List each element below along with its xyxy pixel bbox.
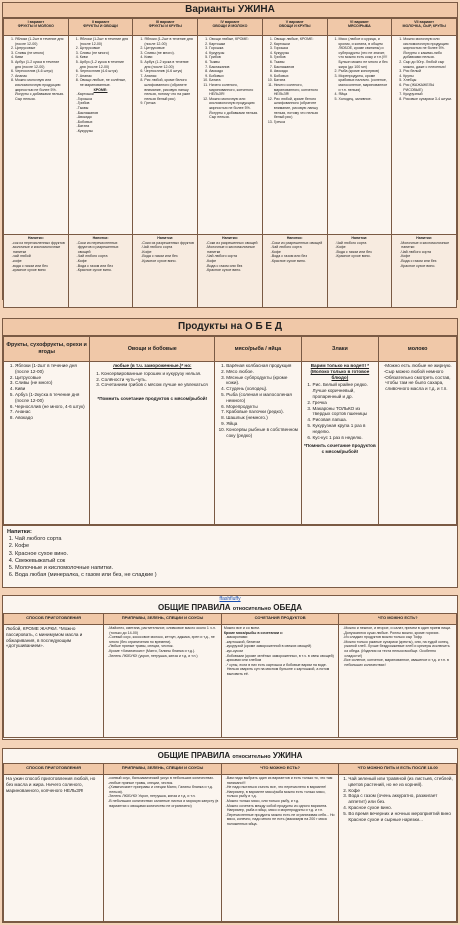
variant-drink-item: - Вода с газом или без — [142, 254, 195, 259]
veg-item: 3. Сочетанием грибов с мясом лучше не увлекаться — [101, 382, 212, 388]
variant-drink-item: - Вода с газом или без — [337, 250, 390, 255]
variant-drink-item: - Молочные и кисломолочные напитки — [401, 241, 454, 250]
lunch-header-meat: мясо/рыба / яйца — [215, 337, 301, 362]
lunch-rules-title — [3, 603, 457, 613]
source-link[interactable]: ffashfluffy — [219, 596, 241, 602]
grain-item: 1. Рис. Белый крайне редко. Лучше коричневый, пропаренный и др. — [313, 382, 377, 399]
lr-spice-item: - Любые пряные травы, специи, чеснок. — [109, 644, 219, 649]
lr-cooking-cell — [4, 625, 104, 738]
variant-drink-item: - кофе — [13, 259, 66, 264]
variant-drink-item: - Красное сухое вино. — [272, 259, 325, 264]
variant-items-list — [200, 37, 260, 120]
variant-item: 7. Ананас — [80, 74, 131, 79]
variant-item: 8. Овощи любые, не солёные, не маринованные. — [80, 78, 131, 87]
variant-item: 10. Батата — [274, 78, 325, 83]
veg-note: *Помнить сочетание продуктов с мясом/рыбой! — [97, 396, 208, 402]
variant-drinks-cell — [327, 235, 392, 308]
meat-item: 9. Яйца — [226, 421, 298, 427]
variant-item: 4. Киви — [15, 55, 66, 60]
variant-item: 1. Можно молочную или кисломолочную продукцию жирностью не более 5%. Йогурты с какими-либо добавками нельзя. — [403, 37, 454, 60]
lunch-products-section — [2, 318, 458, 588]
variant-drink-item: - Красное сухое вино. — [401, 264, 454, 269]
variant-drink-item: - сок из перечисленных фруктов — [13, 241, 66, 246]
variant-item: 6. Тыквы — [274, 60, 325, 65]
variant-items-cell — [68, 36, 133, 235]
variant-item: 6. Тыквы — [209, 60, 260, 65]
variant-drink-item: - Красное сухое вино. — [142, 259, 195, 264]
variant-drink-item: - чай любой — [13, 254, 66, 259]
lunch-rules-section — [2, 595, 458, 740]
lr-combos-bold: Кроме мяса/рыбы в сочетании с: — [223, 630, 284, 635]
lr-header-2: ПРИПРАВЫ, ЗЕЛЕНЬ, СПЕЦИИ И СОУСЫ — [104, 614, 222, 625]
variant-items-cell — [133, 36, 198, 235]
variant-item: 4. Крупы — [403, 74, 454, 79]
lr-header-3: СОЧЕТАНИЯ ПРОДУКТОВ — [221, 614, 339, 625]
variant-items-list — [330, 37, 390, 101]
variant-item: 2. Рыба (кроме консервов) — [339, 69, 390, 74]
meat-item: 2. Мясо любое. — [226, 369, 298, 375]
fruit-item: 1. Яблоки (1-2шт в течение дня (после 12-00) — [15, 363, 87, 375]
variant-item: 1. Яблоки (1-2шт в течение дня (после 12-00) — [15, 37, 66, 46]
variant-item: 6. Черносллив (4-6 штук) — [144, 69, 195, 74]
dr-spice-item: - В небольших количествах салатные листья и морскую капусту (в вариантах с овощами количество не ограничено) — [109, 799, 219, 808]
variant-drink-item: - Вода с газом или без — [272, 254, 325, 259]
variant-drink-item: - Кофе — [142, 250, 195, 255]
dr-after18-item: 4. Красное сухое вино. — [348, 805, 454, 811]
dr-after18-item: 1. Чай зеленый или травяной (из листьев, стеблей, цветов растений, но не из корней). — [348, 776, 454, 788]
lunch-title: Продукты на О Б Е Д — [3, 319, 457, 336]
dr-spice-item: - Зелень ЛЮБУЮ! Укроп, петрушка, кинза и т.д. и т.п. — [109, 794, 219, 799]
dr-caneat-item: - Вам надо выбрать один из вариантов и есть только то, что там написано!!! — [227, 776, 337, 785]
meat-item: 5. Рыба (соленая и малосоленая немного) — [226, 392, 298, 404]
lunch-meat-cell — [215, 362, 301, 525]
variant-item: 11. Ничего соленого, маринованного, копченого НЕЛЬЗЯ! — [274, 83, 325, 97]
fruit-item: 2. Цитрусовые — [15, 375, 87, 381]
variant-extra-item: - Грибов — [78, 101, 131, 106]
lunch-rules-title-main: ОБЩИЕ ПРАВИЛА — [157, 603, 231, 612]
variant-drink-item: - Молочные и кисломолочные напитки — [207, 245, 260, 254]
variant-drink-item: - Красное сухое вино. — [337, 254, 390, 259]
meat-item: 4. Студень (холодец). — [226, 386, 298, 392]
variant-drinks-list — [394, 241, 454, 269]
dr-spice-item: - соевый соус, бальзамический уксус в небольших количествах. — [109, 776, 219, 781]
variant-header: VI вариант МЯСО/РЫБА — [327, 19, 392, 36]
lr-combos-cell — [221, 625, 339, 738]
variant-item: 5. Арбуз (1-2 куска в течение дня (после 12-00) — [144, 60, 195, 69]
variant-header: V вариант ОВОЩИ И КРУПЫ — [262, 19, 327, 36]
variant-drinks-title: Напитки: — [286, 236, 303, 240]
lunch-grains-cell — [301, 362, 379, 525]
variant-drink-item: - Чай любого сорта — [78, 254, 131, 259]
variant-items-list — [135, 37, 195, 106]
variant-header: IV вариант ОВОЩИ И МОЛОКО — [198, 19, 263, 36]
variant-item: 5. Грибов — [274, 55, 325, 60]
variant-items-cell — [392, 36, 457, 235]
lunch-milk-cell — [379, 362, 457, 525]
lunch-rules-title-end: ОБЕДА — [273, 603, 303, 612]
lr-combo-item: - бобовыми (кроме зелёных замороженных, в т.ч. в свеж овощей) — [227, 654, 337, 659]
variant-item: 8. Авокадо — [274, 69, 325, 74]
dinner-rules-table — [3, 763, 457, 922]
lunch-drink-item: 1. Чай любого сорта — [15, 536, 453, 543]
variant-drinks-title: Напитки: — [221, 236, 238, 240]
milk-item: - Можно есть любые не жирную. — [385, 363, 454, 369]
dr-after18-item: 2. Кофе — [348, 788, 454, 794]
lr-combo-item: - макаронами — [227, 635, 337, 640]
variant-item: 5. Холодец, заливное. — [339, 97, 390, 102]
variant-item: 8. Рис любой, кроме белого шлифованного (обратите внимание, рисовую лапшу нельзя, потому что на ужин нельзя белый рис) — [144, 78, 195, 101]
variant-item: 3. Морепродукты, кроме крабовых палочек. (соленое, малосоленое, маринованное и т.п. нельзя) — [339, 74, 390, 92]
variant-drinks-cell — [392, 235, 457, 308]
variant-drink-item: - Кофе — [401, 254, 454, 259]
variant-drink-item: - Кофе — [337, 245, 390, 250]
variant-items-list — [71, 37, 131, 88]
variant-extra-item: - Баклажанов — [78, 111, 131, 116]
variant-extra-item: - Бобовых — [78, 120, 131, 125]
variant-extra-item: - Картошки — [78, 92, 131, 97]
variant-item: 7. Кукурузный — [403, 92, 454, 97]
variant-item: 9. Гречка — [144, 101, 195, 106]
variant-item: 4. Яйца — [339, 92, 390, 97]
variant-item: 3. Рис белый — [403, 69, 454, 74]
variant-item: 2. Сыр до 50гр. Любой сыр можно, даже с плесенью! — [403, 60, 454, 69]
variant-drink-item: - Чай любого сорта — [142, 245, 195, 250]
variant-drinks-cell — [68, 235, 133, 308]
variant-item: 2. Картошки — [209, 42, 260, 47]
variant-item: 2. Цитрусовые — [80, 46, 131, 51]
variant-items-list — [265, 37, 325, 124]
milk-item: - Сыр можно любой немного — [385, 369, 454, 375]
lunch-drinks — [3, 525, 457, 582]
variant-drink-item: - Чай любого сорта — [272, 245, 325, 250]
variant-items-list — [6, 37, 66, 101]
meat-item: 1. Варёная колбасная продукция — [226, 363, 298, 369]
variant-drinks-list — [200, 241, 260, 273]
variant-item: 2. Цитрусовые — [15, 46, 66, 51]
variant-drink-item: - красное сухое вино — [13, 268, 66, 273]
lr-header-1: СПОСОБ ПРИГОТОВЛЕНИЯ — [4, 614, 104, 625]
lr-caneat-cell — [339, 625, 457, 738]
variant-item: 1. Овощи любые, КРОМЕ: — [274, 37, 325, 42]
lunch-drink-item: 6. Вода любая (минералка, с газом или без, не сладкие ) — [15, 572, 453, 579]
lr-combo-item: - крисами или хлебом — [227, 658, 337, 663]
variant-item: 7. Баклажанов — [209, 65, 260, 70]
variant-drinks-title: Напитки: — [157, 236, 174, 240]
variant-item: 1. Овощи любые, КРОМЕ: — [209, 37, 260, 42]
lr-combo-item: - картошкой, бататом — [227, 640, 337, 645]
meat-item: 7. Крабовые палочки (редко). — [226, 409, 298, 415]
variant-items-cell — [4, 36, 69, 235]
dr-caneat-item: - Не надо пытаться съесть все, что перечислено в варианте! — [227, 785, 337, 790]
variant-drink-item: - вода с газом или без — [13, 264, 66, 269]
lr-combo-item: - кукурузой (кроме замороженной в свежих овощей) — [227, 644, 337, 649]
variant-drink-item: - Вода с газом или без — [78, 264, 131, 269]
variant-item: 3. Горошка — [274, 46, 325, 51]
dr-cooking-text: На ужин способ приготовления любой, но без масла и жира. Ничего соленого, маринованного, копченого НЕЛЬЗЯ! — [6, 776, 96, 793]
variant-drinks-cell — [198, 235, 263, 308]
lr-caneat-item: - Из сладких продуктов можно только сыр Тофу. — [344, 635, 454, 640]
variant-drinks-list — [265, 241, 325, 264]
dr-cooking-cell — [4, 775, 104, 922]
variant-drink-item: - Соки из разрешенных фруктов — [142, 241, 195, 246]
variant-drink-item: - Кофе — [272, 250, 325, 255]
variant-item: 4. Киви — [144, 55, 195, 60]
variant-item: 9. Бобовых — [209, 74, 260, 79]
lr-caneat-item: - Все соленое, копченое, маринованное, квашеное и т.д. и т.п. в небольших количествах! — [344, 658, 454, 667]
lr-combo-item: - кус-кусом — [227, 649, 337, 654]
dinner-title: Варианты УЖИНА — [3, 3, 457, 18]
variant-item: 11. Ничего соленого, маринованного, копченого НЕЛЬЗЯ! — [209, 83, 260, 97]
variant-drink-item: - Чай любого сорта — [207, 254, 260, 259]
lunch-veg-cell — [90, 362, 215, 525]
variant-drinks-title: Напитки: — [416, 236, 433, 240]
variant-header: III вариант ФРУКТЫ И КРУПЫ — [133, 19, 198, 36]
variant-item: 2. Цитрусовые — [144, 46, 195, 51]
dinner-rules-title-end: УЖИНА — [272, 751, 303, 760]
variant-item: 7. Баклажанов — [274, 65, 325, 70]
variant-extra-item: - Горошка — [78, 97, 131, 102]
variant-drinks-title: Напитки: — [27, 236, 44, 240]
variant-drink-item: - Чай любого сорта — [401, 250, 454, 255]
variant-item: 6. Черносллив (4-6 штук) — [15, 69, 66, 74]
dr-caneat-item: - Можно сочетать между собой продукты из одного варианта. Например, рыба и яйцо, мясо и морепродукты и т.д. и т.п. — [227, 804, 337, 813]
lunch-drink-item: 2. Кофе — [15, 543, 453, 550]
variant-extra-item: - Авокадо — [78, 115, 131, 120]
variant-item: 10. Батата — [209, 78, 260, 83]
lr-spice-item: - Майонез, сметана, растительное, оливковое масло около 1 ч.л. (только до 14-00) — [109, 626, 219, 635]
variant-item: 5. Арбуз (1-2 куска в течение дня (после 12-00) — [15, 60, 66, 69]
lunch-header-veg: Овощи и бобовые — [90, 337, 215, 362]
variant-drink-item: - Соки из разрешенных овощей — [272, 241, 325, 246]
lunch-fruits-cell — [4, 362, 90, 525]
variant-drink-item: - Красное сухое вино. — [78, 268, 131, 273]
variant-item: 2. Картошки — [274, 42, 325, 47]
variant-item: 1. Яблоки (1-2шт в течение дня (после 12-00) — [144, 37, 195, 46]
variant-item: 7. Ананас — [144, 74, 195, 79]
variant-item: 8. Авокадо — [209, 69, 260, 74]
lunch-rules-title-rel: относительно — [232, 606, 271, 612]
lr-spices-cell — [104, 625, 222, 738]
variant-item: 6. Черносллив (4-6 штук) — [80, 69, 131, 74]
variant-drinks-list — [71, 241, 131, 273]
fruit-item: 7. Ананас — [15, 409, 87, 415]
dinner-variants-section — [2, 2, 458, 300]
fruit-item: 3. Сливы (не много) — [15, 380, 87, 386]
variant-items-cell — [262, 36, 327, 235]
lr-spice-item: - Зелень ЛЮБУЮ! (укроп, петрушка, кинза и т.д. и т.п.) — [109, 654, 219, 659]
lr-header-4: ЧТО МОЖНО ЕСТЬ? — [339, 614, 457, 625]
lr-combo-item: - * супы, если в них есть картошка и бобовые варим на воде. Нельзя сварить суп на мясном бульоне с картошкой, а потом выловить её. — [227, 663, 337, 677]
variant-item: 12. Можно молочную или кисломолочную продукцию жирностью не более 5%. Йогурты с добавками нельзя. Сыр нельзя. — [209, 97, 260, 120]
variant-drinks-title: Напитки: — [351, 236, 368, 240]
grain-item: 2. Гречка — [313, 400, 377, 406]
grains-note: *Помнить сочетание продуктов с мясом/рыбой! — [303, 443, 376, 455]
dr-spice-item: - любые пряные травы, специи, чеснок. — [109, 781, 219, 786]
variant-drink-item: - Вода с газом или без — [401, 259, 454, 264]
grain-item: 4. Рисовая лапша. — [313, 417, 377, 423]
variant-drinks-list — [330, 241, 390, 259]
dr-spice-item: - (Химические» приправы и специи Магги, Галины бланка и т.д. нельзя). — [109, 785, 219, 794]
variant-item: 3. Сливы (не много) — [15, 51, 66, 56]
dr-caneat-item: - Перечисленные продукты можно есть не ограничивая себя... Но мясо, конечно, надо много не есть (максимум на 200 г мяса положенных яйца. — [227, 813, 337, 827]
variant-item: 5. Арбуз (1-2 куска в течение дня (после 12-00) — [80, 60, 131, 69]
variant-item: 6. Рис (ЖАЖАЖЕЛЫ РИСОВЫЕ) — [403, 83, 454, 92]
variant-item: 5. Хлебцы — [403, 78, 454, 83]
dr-caneat-item: - Например, в варианте мясо/рыба можно есть только мясо, только рыбу и т.д. — [227, 790, 337, 799]
variant-items-cell — [198, 36, 263, 235]
variant-item: 5. Грибов — [209, 55, 260, 60]
dr-header-2: ПРИПРАВЫ, ЗЕЛЕНЬ, СПЕЦИИ И СОУСЫ — [104, 764, 222, 775]
lr-cooking-text: Любой, КРОМЕ ЖАРКИ. *Можно пассировать, с минимумом масла и обжаривания, в последующим «дотушиванием». — [6, 626, 83, 649]
lunch-table — [3, 336, 457, 525]
variant-header: VII вариант МОЛОЧКА, СЫР, КРУПЫ — [392, 19, 457, 36]
lunch-header-grains: Злаки — [301, 337, 379, 362]
dr-header-1: СПОСОБ ПРИГОТОВЛЕНИЯ — [4, 764, 104, 775]
variant-drinks-list — [135, 241, 195, 264]
variant-drinks-list — [6, 241, 66, 273]
veg-intro: любые (в т.ч. замороженные.)* но: — [112, 363, 192, 368]
variant-header: I вариант ФРУКТЫ И МОЛОКО — [4, 19, 69, 36]
fruit-item: 4. Киви — [15, 386, 87, 392]
variant-extra-item: - Батата — [78, 124, 131, 129]
variant-item: 8. Рисовые сухарики 3-4 штуки. — [403, 97, 454, 102]
milk-item: - Обязательно смотреть состав, чтобы там не было сахара, сливочного масла и т.д. и т.п. — [385, 375, 454, 392]
lunch-drink-item: 5. Молочные и кисломолочные напитки. — [15, 565, 453, 572]
lr-combos-intro: Можно все и со всем. — [223, 626, 260, 630]
dr-header-3: ЧТО МОЖНО ЕСТЬ? — [221, 764, 339, 775]
lunch-drink-item: 4. Свежевыжатый сок — [15, 558, 453, 565]
lr-caneat-item: - Допускаются суши любые. Роллы можно, кроме горячих. — [344, 631, 454, 636]
lunch-header-milk: молоко — [379, 337, 457, 362]
variant-items-list — [394, 37, 454, 101]
grains-intro: Варим только на воде!!! * (Молоко только в готовое блюдо) — [310, 363, 370, 380]
variant-drink-item: - Чай любого сорта — [337, 241, 390, 246]
dr-caneat-cell — [221, 775, 339, 922]
grain-item: 6. Кус-кус 1 раз в неделю. — [313, 435, 377, 441]
variant-drinks-cell — [262, 235, 327, 308]
lunch-drink-item: 3. Красное сухое вино. — [15, 551, 453, 558]
variant-drink-item: - Соки из перечисленных фруктов и разрешенных овощей — [78, 241, 131, 255]
dinner-rules-title-main: ОБЩИЕ ПРАВИЛА — [157, 751, 231, 760]
variant-drinks-title: Напитки: — [92, 236, 109, 240]
variant-item: 3. Сливы (не много) — [80, 51, 131, 56]
dinner-table — [3, 18, 457, 308]
meat-item: 6. Морепродукты — [226, 404, 298, 410]
variant-extra-item: - Тыквы — [78, 106, 131, 111]
variant-item: 7. Ананас — [15, 74, 66, 79]
variant-drink-item: - Вода с газом или без — [207, 264, 260, 269]
variant-items-cell — [327, 36, 392, 235]
fruit-item: 8. Авокадо — [15, 415, 87, 421]
variant-drink-item: - молочные и кисломолочные напитки — [13, 245, 66, 254]
meat-item: 8. Шашлык (немного.) — [226, 415, 298, 421]
variant-extra-list — [71, 92, 131, 133]
dinner-rules-title — [3, 749, 457, 763]
variant-item: 1. Яблоки (1-2шт в течение дня (после 12-00) — [80, 37, 131, 46]
veg-item: 2. Солёности чуть-чуть. — [101, 377, 212, 383]
variant-item: 13. Гречка — [274, 120, 325, 125]
lr-spice-item: - Соевый соус, кокосовое молоко, кетчуп, аджика, хрен и т.д., не много (без ограничения по времени). — [109, 635, 219, 644]
variant-extra-title: КРОМЕ: — [93, 87, 108, 92]
dr-spices-cell — [104, 775, 222, 922]
grain-item: 5. Кукурузная крупа 1 раз в неделю. — [313, 423, 377, 435]
lr-caneat-item: - Можно только ржаные сухарики (кректы), или, на худой конец, ржаной хлеб. Лучше бездрожжевые хлеб и крекеры исключить из обеда. (Изделия из теста нельзя вообще. Особенно сладости!) — [344, 640, 454, 658]
veg-item: 1. Консервированные горошек и кукурузу нельзя. — [101, 371, 212, 377]
fruit-item: 5. Арбуз (1-2куска в течение дня (после 12-00) — [15, 392, 87, 404]
variant-item: 1. Мясо (любое и курица, и кролик, и конина, в общем ЛЮБОЕ, кроме свинины) и субпродукты (это не значит, что можно есть кожу и т.п.)!!!! Бульон можно не много и без жира (до 100 мл) — [339, 37, 390, 69]
variant-item: 8. Можно молочную или кисломолочную продукцию жирностью не более 5%. Йогурты с добавками нельзя. Сыр нельзя. — [15, 78, 66, 101]
variant-drinks-cell — [133, 235, 198, 308]
fruit-item: 6. Черносллив (не много, 4-6 штук) — [15, 404, 87, 410]
variant-item: 9. Бобовых — [274, 74, 325, 79]
variant-item: 3. Сливы (не много). — [144, 51, 195, 56]
variant-item: 3. Горошка — [209, 46, 260, 51]
lunch-drinks-title: Напитки: — [7, 529, 32, 535]
variant-extra-item: - Кукурузы — [78, 129, 131, 134]
variant-item: 4. Кукурузы — [274, 51, 325, 56]
dr-after18-item: 3. Вода с газом (очень аккуратно, разжигает аппетит) или без. — [348, 793, 454, 805]
variant-drink-item: - Красное сухое вино. — [207, 268, 260, 273]
grain-item: 3. Макароны ТОЛЬКО из твердых сортов пшеницы — [313, 406, 377, 418]
variant-drink-item: - Кофе — [207, 259, 260, 264]
variant-header: II вариант ФРУКТЫ И ОВОЩИ — [68, 19, 133, 36]
meat-item: 3. Мясные субпродукты (кроме кожи). — [226, 375, 298, 387]
variant-item: 4. Киви — [80, 55, 131, 60]
dr-after18-cell — [339, 775, 457, 922]
dr-header-4: ЧТО МОЖНО ПИТЬ И ЕСТЬ ПОСЛЕ 18-00 — [339, 764, 457, 775]
variant-item: 12. Рис любой, кроме белого шлифованного (обратите внимание, рисовую лапшу нельзя, потому что нельзя белый рис) — [274, 97, 325, 120]
variant-drink-item: - Соки из разрешенных овощей — [207, 241, 260, 246]
meat-item: 10. Консервы рыбные в собственном соку (редко) — [226, 427, 298, 439]
dinner-rules-section — [2, 748, 458, 923]
variant-drinks-cell — [4, 235, 69, 308]
dr-after18-item: 5. Во время вечерних и ночных мероприятий вино Красное сухое и сырные нарезки... — [348, 811, 454, 823]
dr-caneat-item: - Можно только мясо, или только рыбу, и т.д. — [227, 799, 337, 804]
lunch-header-fruits: Фрукты, сухофрукты, орехи и ягоды — [4, 337, 90, 362]
lr-spice-item: - Кроме «Химических» (Магги, Галины бланка и т.д.). — [109, 649, 219, 654]
lunch-rules-table — [3, 613, 457, 738]
dinner-rules-title-rel: относительно — [232, 754, 271, 760]
variant-item: 4. Кукурузы — [209, 51, 260, 56]
variant-drink-item: - Кофе — [78, 259, 131, 264]
lr-caneat-item: - Можно и нежное, и второе, и салат, причем в один прием пищи. — [344, 626, 454, 631]
